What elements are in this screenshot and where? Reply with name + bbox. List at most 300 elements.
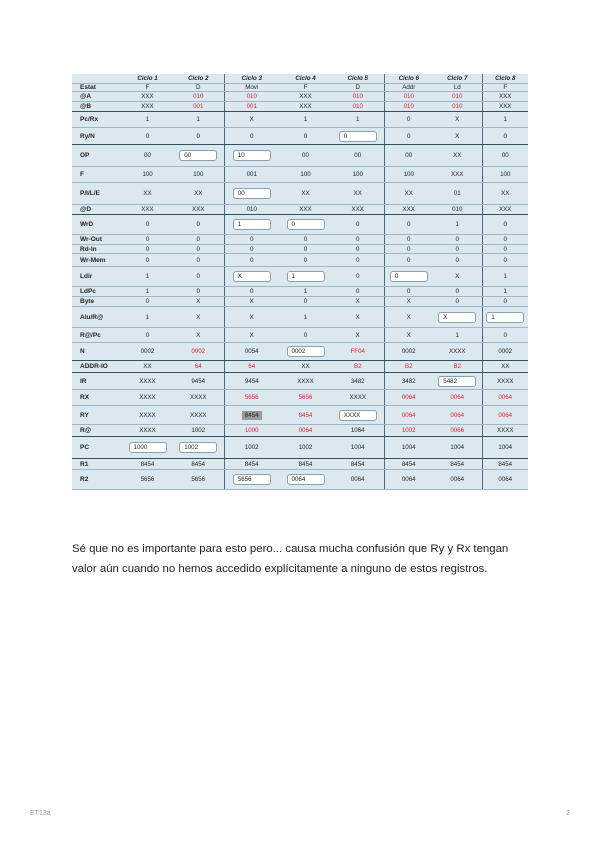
signal-cell — [279, 245, 332, 254]
cell-value: XXX — [299, 103, 312, 110]
signal-cell — [433, 245, 482, 254]
cell-value: 10 — [233, 150, 271, 161]
cell-value: 1 — [233, 219, 271, 230]
cell-value: XXX — [299, 93, 312, 100]
signal-cell — [332, 145, 384, 167]
cell-value: 100 — [142, 171, 153, 178]
cell-value: 0 — [303, 256, 308, 264]
cell-value: 0064 — [498, 476, 513, 483]
cell-value: 9454 — [244, 377, 259, 385]
signal-cell — [332, 390, 384, 406]
signal-cell — [482, 361, 528, 373]
cell-value: 1 — [303, 313, 308, 321]
signal-cell — [482, 145, 528, 167]
signal-cell — [279, 307, 332, 328]
cell-value: 010 — [246, 206, 257, 213]
signal-cell — [279, 287, 332, 297]
signal-cell — [224, 128, 279, 145]
signal-cell — [332, 373, 384, 390]
cell-value: 0 — [356, 256, 360, 264]
cell-value: 0 — [407, 221, 411, 228]
signal-cell — [173, 406, 224, 425]
signal-label: R@/Pc — [72, 328, 122, 343]
cell-value: XXX — [192, 206, 205, 213]
signal-cell — [433, 287, 482, 297]
signal-cell — [173, 245, 224, 254]
signal-cell — [384, 84, 433, 92]
cell-value: XXX — [299, 206, 312, 213]
header-ciclo-1: Ciclo 1 — [122, 74, 173, 84]
table-row — [72, 215, 528, 235]
cell-value: 0002 — [287, 346, 325, 357]
signal-cell — [122, 470, 173, 490]
cell-value: XXX — [451, 171, 464, 178]
signal-cell — [482, 215, 528, 235]
signal-cell — [433, 425, 482, 437]
signal-cell — [279, 390, 332, 406]
signal-cell — [433, 167, 482, 183]
signal-cell — [433, 470, 482, 490]
signal-cell — [122, 437, 173, 459]
signal-cell — [122, 92, 173, 102]
signal-cell — [122, 390, 173, 406]
signal-cell — [279, 84, 332, 92]
table-header-row — [72, 74, 528, 84]
cell-value: B2 — [404, 363, 413, 370]
signal-cell — [433, 307, 482, 328]
signal-cell — [173, 361, 224, 373]
cell-value: 010 — [452, 206, 463, 213]
cell-value: 010 — [452, 93, 463, 100]
table-row — [72, 328, 528, 343]
cell-value: 0002 — [191, 348, 206, 355]
cell-value: 1 — [145, 273, 150, 280]
signal-cell — [332, 183, 384, 205]
table-row — [72, 425, 528, 437]
cell-value: XXXX — [496, 377, 514, 385]
cell-value: 0 — [196, 221, 200, 228]
signal-label: PC — [72, 437, 122, 459]
cell-value: 1 — [145, 313, 150, 321]
cell-value: 0064 — [401, 394, 416, 401]
cell-value: Addr — [402, 84, 416, 91]
signal-cell — [173, 373, 224, 390]
signal-cell — [122, 287, 173, 297]
signal-cell — [224, 235, 279, 245]
cell-value: 1 — [287, 271, 325, 282]
signal-cell — [384, 245, 433, 254]
signal-cell — [122, 128, 173, 145]
signal-cell — [433, 373, 482, 390]
cell-value: 1004 — [401, 444, 416, 451]
cell-value: 0 — [303, 331, 308, 339]
signal-cell — [279, 145, 332, 167]
cell-value: F — [503, 84, 508, 91]
signal-cell — [224, 102, 279, 112]
cell-value: 0 — [503, 298, 507, 305]
signal-cell — [279, 128, 332, 145]
signal-cell — [173, 84, 224, 92]
signal-cell — [482, 406, 528, 425]
signal-cell — [173, 390, 224, 406]
signal-cell — [224, 205, 279, 215]
cell-value: 0064 — [498, 411, 513, 419]
signal-label: Ry/N — [72, 128, 122, 145]
table-body — [72, 84, 528, 490]
cell-value: 0 — [356, 245, 360, 253]
control-signals-table — [72, 74, 528, 490]
cell-value: 0064 — [450, 394, 465, 401]
cell-value: 1004 — [350, 444, 365, 451]
signal-cell — [433, 84, 482, 92]
table-row — [72, 112, 528, 128]
cell-value: 00 — [233, 188, 271, 199]
cell-value: XXXX — [139, 394, 156, 401]
signal-cell — [332, 215, 384, 235]
signal-cell — [332, 92, 384, 102]
signal-cell — [279, 102, 332, 112]
signal-cell — [332, 361, 384, 373]
signal-cell — [482, 183, 528, 205]
signal-cell — [122, 215, 173, 235]
signal-label: P/I/L/E — [72, 183, 122, 205]
signal-label: Byte — [72, 297, 122, 307]
signal-cell — [122, 235, 173, 245]
cell-value: 0 — [503, 245, 507, 253]
signal-cell — [279, 183, 332, 205]
signal-cell — [433, 235, 482, 245]
signal-cell — [122, 361, 173, 373]
cell-value: XX — [143, 363, 152, 370]
cell-value: 1 — [503, 273, 507, 280]
cell-value: X — [196, 298, 201, 305]
signal-cell — [433, 112, 482, 128]
cell-value: 5656 — [191, 476, 206, 483]
cell-value: 1 — [486, 312, 524, 323]
cell-value: 9454 — [191, 377, 206, 385]
cell-value: 00 — [501, 152, 509, 159]
cell-value: XXXX — [448, 348, 466, 355]
signal-cell — [482, 235, 528, 245]
signal-cell — [482, 307, 528, 328]
signal-label: F — [72, 167, 122, 183]
signal-cell — [224, 343, 279, 361]
cell-value: 0002 — [401, 348, 416, 355]
cell-value: 0064 — [401, 411, 416, 419]
signal-cell — [279, 470, 332, 490]
cell-value: 1000 — [129, 442, 167, 453]
signal-cell — [279, 373, 332, 390]
cell-value: 1002 — [401, 427, 416, 434]
cell-value: Movi — [245, 84, 259, 91]
signal-cell — [384, 102, 433, 112]
signal-cell — [482, 437, 528, 459]
cell-value: 5656 — [140, 476, 155, 483]
signal-cell — [122, 459, 173, 470]
signal-cell — [332, 343, 384, 361]
cell-value: 0 — [145, 236, 150, 243]
cell-value: X — [249, 298, 254, 305]
cell-value: 0 — [145, 331, 150, 339]
signal-cell — [433, 328, 482, 343]
table-row — [72, 84, 528, 92]
signal-cell — [332, 307, 384, 328]
signal-label: Alu/R@ — [72, 307, 122, 328]
cell-value: 8454 — [498, 460, 513, 468]
cell-value: XX — [501, 363, 510, 370]
signal-cell — [279, 205, 332, 215]
cell-value: B2 — [453, 363, 462, 370]
cell-value: 001 — [193, 103, 204, 110]
signal-cell — [384, 328, 433, 343]
table-row — [72, 205, 528, 215]
table-row — [72, 167, 528, 183]
cell-value: X — [355, 331, 360, 339]
cell-value: 0 — [145, 245, 150, 253]
cell-value: XXXX — [139, 411, 156, 419]
cell-value: 0 — [250, 236, 254, 243]
signal-cell — [482, 267, 528, 287]
signal-cell — [384, 92, 433, 102]
signal-cell — [122, 328, 173, 343]
table-row — [72, 390, 528, 406]
signal-cell — [224, 267, 279, 287]
cell-value: XXX — [141, 103, 154, 110]
cell-value: 0064 — [350, 476, 365, 483]
signal-cell — [433, 459, 482, 470]
cell-value: 0 — [356, 273, 360, 280]
cell-value: 1002 — [298, 444, 313, 451]
signal-cell — [122, 297, 173, 307]
cell-value: XXXX — [189, 411, 207, 419]
cell-value: 0 — [503, 236, 507, 243]
cell-value: 0 — [356, 288, 360, 295]
cell-value: X — [249, 116, 254, 123]
signal-cell — [384, 343, 433, 361]
cell-value: XXXX — [139, 377, 156, 385]
cell-value: 010 — [352, 103, 363, 110]
cell-value: 0 — [455, 298, 459, 305]
signal-cell — [433, 205, 482, 215]
signal-cell — [173, 128, 224, 145]
signal-cell — [279, 425, 332, 437]
signal-cell — [279, 112, 332, 128]
cell-value: 01 — [453, 190, 461, 197]
signal-cell — [122, 205, 173, 215]
table-row — [72, 361, 528, 373]
cell-value: 0 — [503, 221, 507, 228]
cell-value: X — [196, 331, 201, 339]
signal-label: Ldir — [72, 267, 122, 287]
cell-value: 5656 — [233, 474, 271, 485]
cell-value: 0 — [356, 221, 360, 228]
cell-value: F — [145, 84, 150, 91]
signal-cell — [482, 167, 528, 183]
signal-cell — [173, 145, 224, 167]
cell-value: 100 — [352, 171, 363, 178]
cell-value: XXX — [141, 93, 154, 100]
cell-value: XXXX — [189, 394, 207, 401]
control-signals-table-wrapper — [72, 74, 528, 490]
cell-value: 0 — [196, 245, 200, 253]
signal-cell — [122, 145, 173, 167]
cell-value: D — [355, 84, 360, 91]
signal-cell — [332, 267, 384, 287]
signal-cell — [122, 84, 173, 92]
signal-label: ADDR-IO — [72, 361, 122, 373]
signal-cell — [384, 287, 433, 297]
cell-value: XXX — [402, 206, 415, 213]
signal-cell — [279, 167, 332, 183]
table-row — [72, 373, 528, 390]
signal-cell — [384, 145, 433, 167]
cell-value: 1 — [455, 221, 459, 228]
signal-cell — [224, 307, 279, 328]
signal-cell — [279, 406, 332, 425]
signal-cell — [433, 92, 482, 102]
signal-cell — [433, 267, 482, 287]
signal-cell — [224, 183, 279, 205]
cell-value: 8454 — [450, 460, 465, 468]
cell-value: 0054 — [244, 348, 259, 355]
cell-value: 5656 — [244, 394, 259, 401]
cell-value: X — [355, 298, 360, 305]
table-row — [72, 102, 528, 112]
cell-value: 0 — [356, 236, 360, 243]
cell-value: 0 — [250, 256, 254, 264]
table-row — [72, 287, 528, 297]
header-ciclo-5: Ciclo 5 — [332, 74, 384, 84]
signal-cell — [173, 459, 224, 470]
cell-value: 0 — [455, 245, 459, 253]
signal-cell — [384, 297, 433, 307]
signal-cell — [433, 183, 482, 205]
table-row — [72, 128, 528, 145]
cell-value: XXXX — [139, 427, 156, 434]
signal-cell — [384, 205, 433, 215]
signal-cell — [332, 205, 384, 215]
signal-label: IR — [72, 373, 122, 390]
cell-value: 0 — [455, 288, 459, 295]
signal-cell — [173, 102, 224, 112]
cell-value: 00 — [144, 152, 151, 159]
signal-cell — [384, 183, 433, 205]
cell-value: 0 — [196, 288, 200, 295]
signal-cell — [224, 245, 279, 254]
signal-cell — [384, 128, 433, 145]
signal-cell — [224, 92, 279, 102]
cell-value: XX — [501, 190, 510, 197]
cell-value: X — [249, 331, 254, 339]
cell-value: 0066 — [450, 427, 465, 434]
signal-cell — [482, 297, 528, 307]
signal-cell — [433, 343, 482, 361]
signal-cell — [279, 361, 332, 373]
signal-cell — [173, 328, 224, 343]
cell-value: 0 — [303, 298, 308, 305]
cell-value: X — [438, 312, 476, 323]
signal-cell — [482, 328, 528, 343]
header-ciclo-2: Ciclo 2 — [173, 74, 224, 84]
cell-value: 001 — [246, 171, 257, 178]
signal-cell — [433, 390, 482, 406]
signal-cell — [384, 267, 433, 287]
cell-value: FF04 — [350, 348, 365, 355]
header-ciclo-3: Ciclo 3 — [224, 74, 279, 84]
cell-value: 1 — [145, 288, 150, 295]
cell-value: 0 — [145, 132, 150, 140]
cell-value: 8454 — [350, 460, 365, 468]
signal-cell — [122, 112, 173, 128]
cell-value: XX — [453, 152, 462, 159]
signal-cell — [279, 254, 332, 267]
cell-value: XX — [353, 190, 362, 197]
signal-cell — [122, 254, 173, 267]
signal-cell — [122, 183, 173, 205]
signal-cell — [224, 406, 279, 425]
table-row — [72, 245, 528, 254]
cell-value: 010 — [403, 93, 414, 100]
signal-cell — [122, 167, 173, 183]
signal-cell — [224, 437, 279, 459]
signal-label: @B — [72, 102, 122, 112]
table-row — [72, 307, 528, 328]
cell-value: XXX — [351, 206, 364, 213]
signal-cell — [224, 459, 279, 470]
signal-cell — [384, 459, 433, 470]
cell-value: 0064 — [298, 427, 313, 434]
signal-cell — [384, 307, 433, 328]
cell-value: 00 — [302, 152, 309, 159]
table-row — [72, 145, 528, 167]
table-row — [72, 437, 528, 459]
cell-value: XXX — [499, 93, 512, 100]
table-row — [72, 183, 528, 205]
signal-cell — [384, 390, 433, 406]
signal-cell — [482, 245, 528, 254]
signal-label: R2 — [72, 470, 122, 490]
signal-cell — [122, 307, 173, 328]
signal-cell — [122, 425, 173, 437]
signal-cell — [122, 406, 173, 425]
signal-cell — [482, 425, 528, 437]
cell-value: Ld — [453, 84, 461, 91]
cell-value: 1 — [145, 116, 150, 123]
signal-cell — [332, 437, 384, 459]
signal-cell — [482, 112, 528, 128]
signal-cell — [384, 215, 433, 235]
signal-cell — [384, 437, 433, 459]
signal-cell — [384, 167, 433, 183]
table-row — [72, 459, 528, 470]
signal-cell — [173, 287, 224, 297]
cell-value: 8454 — [298, 411, 313, 419]
cell-value: 100 — [403, 171, 414, 178]
signal-cell — [224, 390, 279, 406]
signal-cell — [173, 183, 224, 205]
cell-value: 3482 — [350, 377, 365, 385]
signal-cell — [173, 92, 224, 102]
signal-cell — [224, 167, 279, 183]
page-number: 2 — [566, 810, 570, 817]
table-row — [72, 92, 528, 102]
cell-value: 0 — [339, 131, 377, 142]
signal-cell — [482, 459, 528, 470]
cell-value: 0 — [503, 256, 507, 264]
table-row — [72, 470, 528, 490]
signal-label: N — [72, 343, 122, 361]
signal-cell — [173, 297, 224, 307]
